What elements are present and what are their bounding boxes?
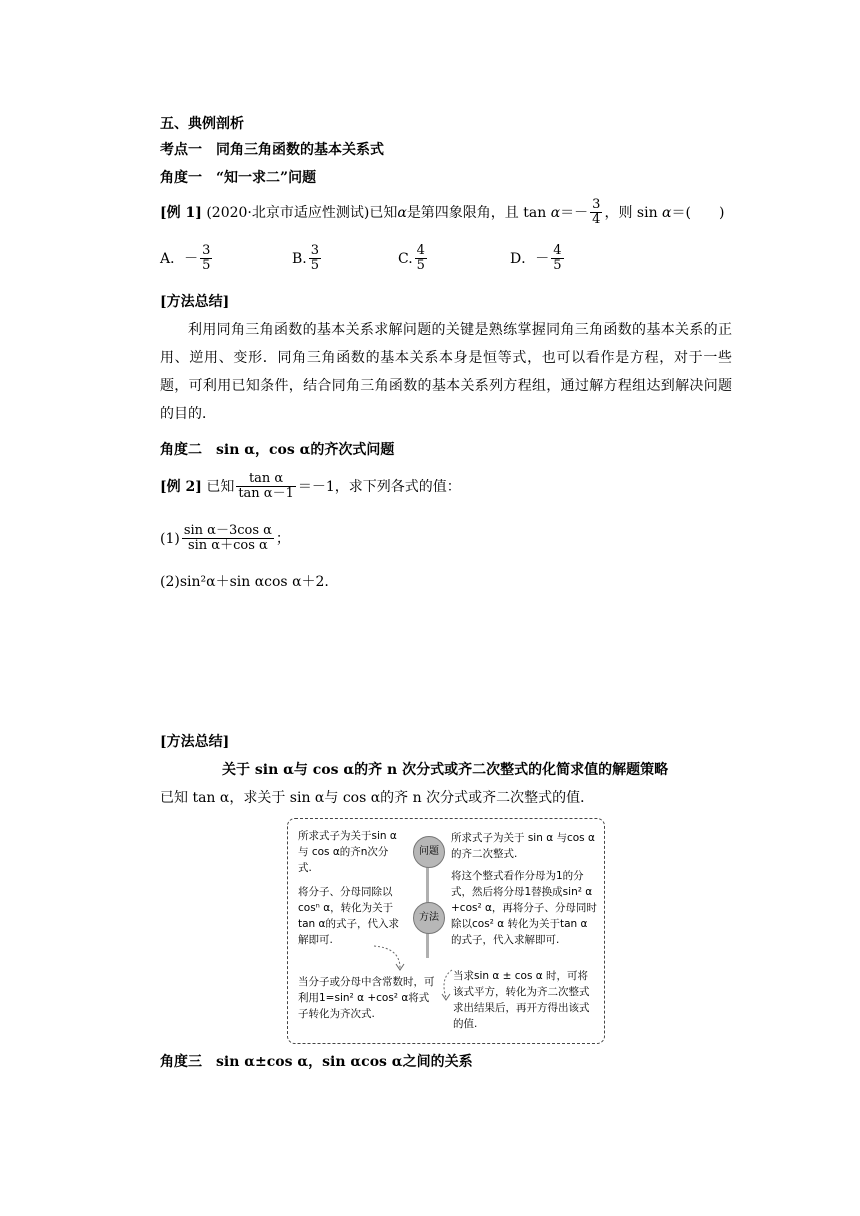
diagram-arrows — [280, 940, 610, 1020]
strategy-title: 关于 sin α与 cos α的齐 n 次分式或齐二次整式的化简求值的解题策略 — [222, 762, 669, 778]
example2-q2: (2)sin²α＋sin αcos α＋2. — [160, 574, 329, 590]
method1-text: 利用同角三角函数的基本关系求解问题的关键是熟练掌握同角三角函数的基本关系的正用、逆用、变形．同角三角函数的基本关系本身是恒等式，也可以看作是方程，对于一些题，可利用已知条件，结合同角三角函数的基本关系列方程组，通过解方程组达到解决问题的目的． — [160, 322, 732, 422]
diagram-right-top: 所求式子为关于 sin α 与cos α的齐二次整式. — [451, 832, 595, 860]
jiaodu3-heading: 角度三 sin α±cos α，sin αcos α之间的关系 — [160, 1054, 473, 1070]
example2-q1: (1) $\frac{\text{sin α－3cos α}}{\text{sin α＋cos α}}$ ； — [160, 523, 290, 554]
kaodian-heading: 考点一 同角三角函数的基本关系式 — [160, 142, 384, 158]
jiaodu1-heading: 角度一 “知一求二”问题 — [160, 170, 317, 186]
circle-method: 方法 — [413, 902, 445, 934]
strategy-intro: 已知 tan α，求关于 sin α与 cos α的齐 n 次分式或齐二次整式的值． — [160, 790, 595, 806]
example1-text-a: 是第四象限角，且 tan — [406, 204, 551, 221]
example1-tag: [例 1] — [160, 204, 202, 221]
example2-fraction: $\frac{\text{tan α}}{\text{tan α－1}}$ — [238, 471, 294, 502]
section-title: 五、典例剖析 — [160, 116, 244, 132]
jiaodu2-heading: 角度二 sin α，cos α的齐次式问题 — [160, 442, 395, 458]
diagram-right-bottom: 当求sin α ± cos α 时，可将该式平方，转化为齐二次整式求出结果后，再开方得出该式的值. — [453, 970, 590, 1030]
circle-problem: 问题 — [413, 836, 445, 868]
example1-text-then: ，则 sin — [604, 204, 663, 221]
example1-fraction: $\frac{3}{4}$ — [592, 197, 601, 228]
diagram-left-top: 所求式子为关于sin α 与 cos α的齐n次分式. — [298, 830, 397, 874]
diagram-left-bottom: 当分子或分母中含常数时，可利用1=sin² α +cos² α将式子转化为齐次式. — [298, 976, 435, 1020]
example1-text-end: ＝( ) — [671, 204, 725, 221]
option-a: A．－ $\frac{3}{5}$ — [160, 243, 211, 274]
diagram-left-mid: 将分子、分母同除以cosⁿ α，转化为关于tan α的式子，代入求解即可. — [298, 886, 399, 946]
example1-source: (2020·北京市适应性测试)已知 — [206, 204, 398, 221]
diagram-right-mid: 将这个整式看作分母为1的分式，然后将分母1替换成sin² α +cos² α，再将分子、分母同时除以cos² α 转化为关于tan α 的式子，代入求解即可. — [451, 870, 597, 946]
method1-title: [方法总结] — [160, 294, 230, 310]
option-b: B. $\frac{3}{5}$ — [292, 243, 320, 274]
method2-title: [方法总结] — [160, 734, 230, 750]
example2-line: [例 2] 已知 $\frac{\text{tan α}}{\text{tan α－1}}$ ＝－1，求下列各式的值： — [160, 471, 461, 502]
example1-text-eq: ＝－ — [560, 204, 589, 221]
option-c: C. $\frac{4}{5}$ — [398, 243, 425, 274]
example1-line: [例 1] (2020·北京市适应性测试)已知α是第四象限角，且 tan α＝－ $\frac{3}{4}$ ，则 sin α＝( ) — [160, 197, 725, 228]
option-d: D．－ $\frac{4}{5}$ — [510, 243, 562, 274]
